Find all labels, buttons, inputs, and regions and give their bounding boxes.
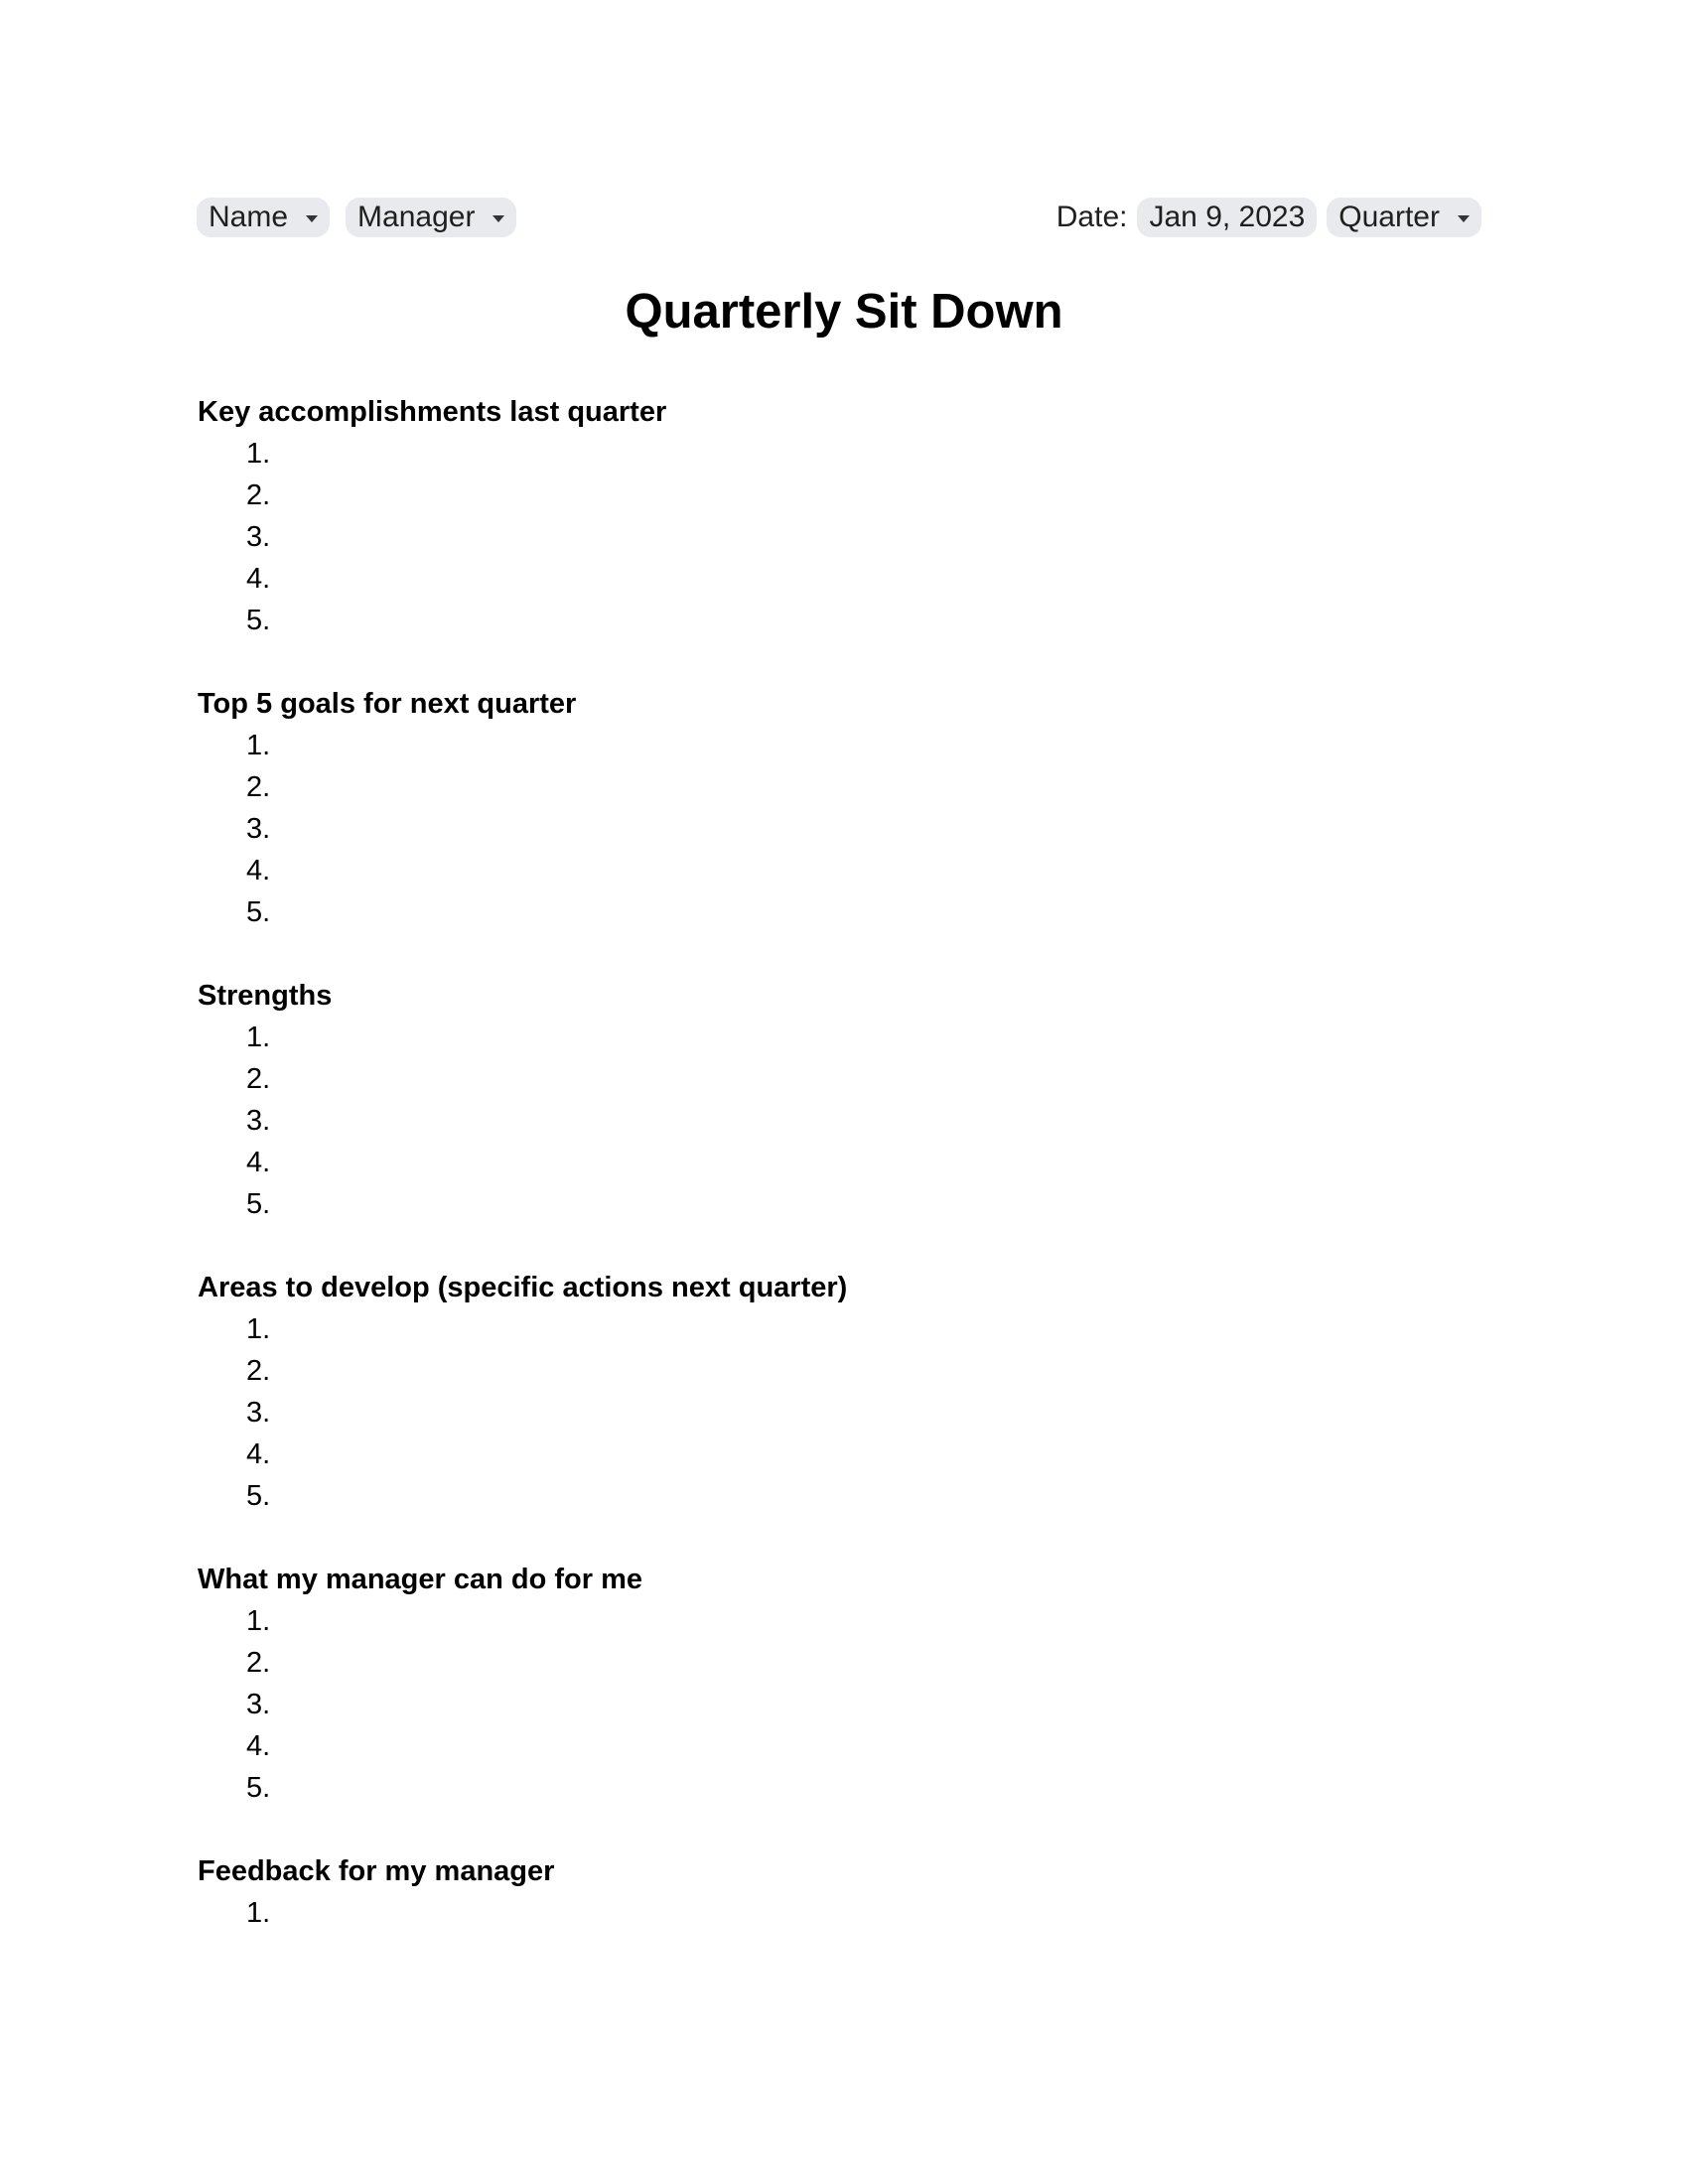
list-item[interactable]: 4. xyxy=(246,1730,271,1762)
list-item[interactable]: 1. xyxy=(246,1897,271,1929)
chevron-down-icon xyxy=(1458,215,1470,222)
section xyxy=(198,1850,1488,1934)
section xyxy=(198,683,1488,933)
numbered-list xyxy=(198,1308,1488,1517)
sections-container xyxy=(198,391,1488,1976)
manager-dropdown-chip[interactable] xyxy=(346,198,516,237)
section xyxy=(198,391,1488,641)
numbered-list xyxy=(198,1600,1488,1809)
section-heading: Feedback for my manager xyxy=(198,1855,555,1887)
section xyxy=(198,975,1488,1225)
list-item[interactable]: 4. xyxy=(246,855,271,887)
list-item[interactable]: 5. xyxy=(246,896,271,928)
section-heading: What my manager can do for me xyxy=(198,1564,642,1595)
page-title: Quarterly Sit Down xyxy=(625,285,1063,339)
list-item[interactable]: 4. xyxy=(246,1438,271,1470)
date-label: Date: xyxy=(1055,201,1128,233)
list-item[interactable]: 1. xyxy=(246,1605,271,1637)
numbered-list xyxy=(198,725,1488,933)
section-heading: Key accomplishments last quarter xyxy=(198,396,667,428)
numbered-list xyxy=(198,433,1488,641)
list-item[interactable]: 1. xyxy=(246,1022,271,1053)
list-item[interactable]: 4. xyxy=(246,1147,271,1178)
section-heading: Strengths xyxy=(198,980,333,1012)
list-item[interactable]: 3. xyxy=(246,1105,271,1137)
list-item[interactable]: 5. xyxy=(246,1188,271,1220)
list-item[interactable]: 5. xyxy=(246,1772,271,1804)
list-item[interactable]: 2. xyxy=(246,479,271,511)
name-chip-label: Name xyxy=(209,201,289,233)
list-item[interactable]: 3. xyxy=(246,521,271,553)
section-heading: Areas to develop (specific actions next quarter) xyxy=(198,1272,848,1303)
numbered-list xyxy=(198,1892,1488,1934)
list-item[interactable]: 3. xyxy=(246,1397,271,1429)
list-item[interactable]: 2. xyxy=(246,1647,271,1679)
chevron-down-icon xyxy=(306,215,318,222)
date-chip-value: Jan 9, 2023 xyxy=(1149,201,1306,233)
list-item[interactable]: 3. xyxy=(246,1689,271,1720)
header-right-chips xyxy=(1056,198,1481,237)
section xyxy=(198,1559,1488,1809)
date-chip[interactable] xyxy=(1137,198,1317,237)
list-item[interactable]: 4. xyxy=(246,563,271,595)
list-item[interactable]: 2. xyxy=(246,1063,271,1095)
name-dropdown-chip[interactable] xyxy=(197,198,330,237)
list-item[interactable]: 2. xyxy=(246,771,271,803)
section-heading: Top 5 goals for next quarter xyxy=(198,688,577,720)
list-item[interactable]: 1. xyxy=(246,438,271,470)
list-item[interactable]: 5. xyxy=(246,605,271,636)
chevron-down-icon xyxy=(492,215,504,222)
list-item[interactable]: 5. xyxy=(246,1480,271,1512)
quarter-dropdown-chip[interactable] xyxy=(1327,198,1481,237)
list-item[interactable]: 3. xyxy=(246,813,271,845)
list-item[interactable]: 1. xyxy=(246,730,271,761)
section xyxy=(198,1267,1488,1517)
header-left-chips xyxy=(197,198,516,237)
list-item[interactable]: 2. xyxy=(246,1355,271,1387)
list-item[interactable]: 1. xyxy=(246,1313,271,1345)
manager-chip-label: Manager xyxy=(357,201,476,233)
quarter-chip-label: Quarter xyxy=(1338,201,1440,233)
numbered-list xyxy=(198,1017,1488,1225)
